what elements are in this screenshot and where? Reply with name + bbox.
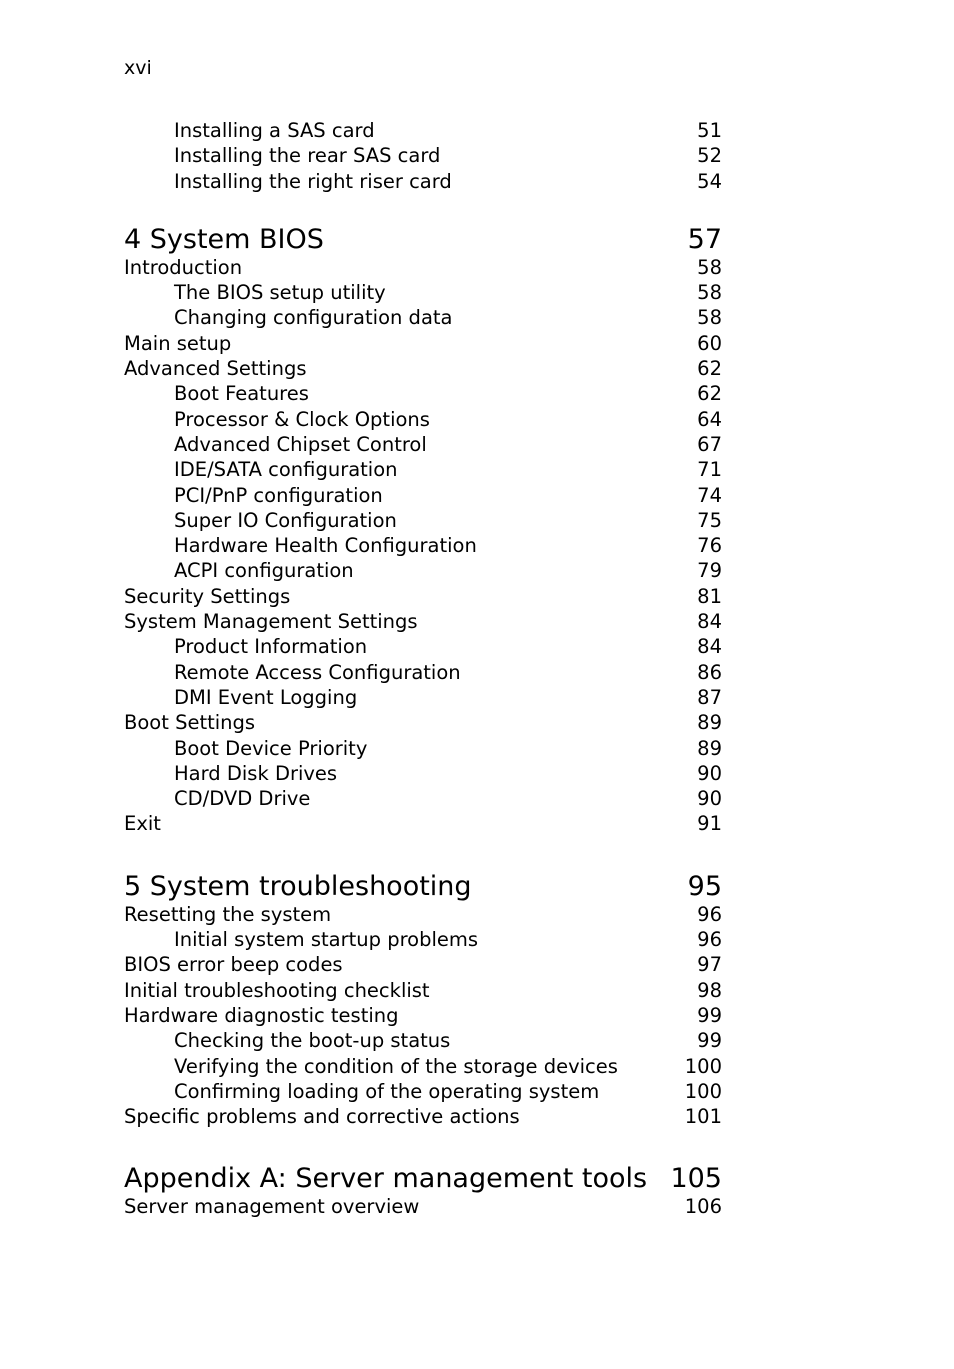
toc-entry-page: 62 bbox=[697, 357, 722, 381]
toc-entry-title: Hardware Health Configuration bbox=[174, 534, 477, 558]
toc-entry-title: Installing a SAS card bbox=[174, 119, 375, 142]
toc-entry-page: 99 bbox=[697, 1029, 722, 1053]
toc-entry-title: Main setup bbox=[124, 331, 232, 355]
toc-entry-page: 58 bbox=[697, 281, 722, 305]
toc-entry-title: Installing the right riser card bbox=[174, 169, 452, 193]
toc-entry-page: 90 bbox=[697, 761, 722, 785]
toc-entry[interactable] bbox=[124, 407, 722, 432]
toc-entry-title: Confirming loading of the operating system bbox=[174, 1079, 600, 1103]
toc-entry-title: Boot Features bbox=[174, 382, 309, 406]
toc-chapter-title: 4 System BIOS bbox=[124, 223, 324, 255]
toc-entry-page: 89 bbox=[697, 711, 722, 735]
toc-entry-title: Remote Access Configuration bbox=[174, 660, 461, 684]
toc-entry-title: CD/DVD Drive bbox=[174, 787, 311, 811]
toc-entry-title: Product Information bbox=[174, 635, 368, 659]
toc-entry[interactable] bbox=[124, 508, 722, 533]
toc-entry-page: 52 bbox=[697, 144, 722, 168]
toc-entry[interactable] bbox=[124, 1194, 722, 1219]
toc-entry[interactable] bbox=[124, 255, 722, 280]
toc-entry-page: 58 bbox=[697, 306, 722, 330]
toc-entry-title: Initial troubleshooting checklist bbox=[124, 978, 430, 1002]
toc-entry-page: 91 bbox=[697, 812, 722, 836]
toc-entry[interactable] bbox=[124, 381, 722, 406]
toc-entry-title: Server management overview bbox=[124, 1195, 420, 1219]
toc-entry-page: 71 bbox=[697, 458, 722, 482]
toc-entry[interactable] bbox=[124, 902, 722, 927]
toc-chapter-title: Appendix A: Server management tools bbox=[124, 1163, 648, 1195]
toc-entry-page: 90 bbox=[697, 787, 722, 811]
toc-entry[interactable] bbox=[124, 280, 722, 305]
toc-entry[interactable] bbox=[124, 1104, 722, 1129]
toc-entry-page: 58 bbox=[697, 255, 722, 279]
toc-entry-page: 87 bbox=[697, 685, 722, 709]
toc-entry[interactable] bbox=[124, 305, 722, 330]
toc-entry-page: 99 bbox=[697, 1003, 722, 1027]
toc-entry-page: 67 bbox=[697, 432, 722, 456]
toc-entry-page: 106 bbox=[684, 1195, 722, 1219]
toc-entry-page: 89 bbox=[697, 736, 722, 760]
toc-entry[interactable] bbox=[124, 761, 722, 786]
toc-chapter-title: 5 System troubleshooting bbox=[124, 870, 472, 902]
toc-entry-title: Security Settings bbox=[124, 584, 291, 608]
toc-entry-page: 96 bbox=[697, 928, 722, 952]
toc-entry[interactable] bbox=[124, 1003, 722, 1028]
toc-entry[interactable] bbox=[124, 584, 722, 609]
toc-entry[interactable] bbox=[124, 1079, 722, 1104]
toc-chapter-page: 57 bbox=[687, 223, 722, 255]
toc-entry[interactable] bbox=[124, 736, 722, 761]
toc-entry[interactable] bbox=[124, 952, 722, 977]
toc-entry-page: 74 bbox=[697, 483, 722, 507]
toc-chapter-heading[interactable] bbox=[124, 225, 722, 255]
toc-entry[interactable] bbox=[124, 811, 722, 836]
toc-entry-page: 84 bbox=[697, 610, 722, 634]
toc-entry[interactable] bbox=[124, 685, 722, 710]
toc-entry-page: 79 bbox=[697, 559, 722, 583]
toc-entry-title: Hardware diagnostic testing bbox=[124, 1003, 399, 1027]
toc-entry[interactable] bbox=[124, 558, 722, 583]
toc-entry[interactable] bbox=[124, 169, 722, 194]
toc-entry-page: 81 bbox=[697, 584, 722, 608]
toc-entry[interactable] bbox=[124, 118, 722, 143]
toc-entry-title: Advanced Chipset Control bbox=[174, 432, 427, 456]
toc-entry-title: Changing configuration data bbox=[174, 306, 453, 330]
toc-entry-page: 86 bbox=[697, 660, 722, 684]
toc-entry[interactable] bbox=[124, 634, 722, 659]
toc-entry-title: Boot Settings bbox=[124, 711, 256, 735]
toc-entry[interactable] bbox=[124, 331, 722, 356]
toc-chapter-page: 105 bbox=[670, 1163, 722, 1195]
toc-entry-title: Checking the boot-up status bbox=[174, 1029, 451, 1053]
toc-entry-title: Exit bbox=[124, 812, 161, 836]
toc-entry-title: System Management Settings bbox=[124, 610, 418, 634]
toc-entry-page: 101 bbox=[684, 1105, 722, 1129]
toc-entry-page: 100 bbox=[684, 1054, 722, 1078]
toc-entry-title: Resetting the system bbox=[124, 902, 332, 926]
toc-entry-title: Introduction bbox=[124, 255, 243, 279]
toc-entry-title: The BIOS setup utility bbox=[174, 281, 386, 305]
toc-entry-title: Hard Disk Drives bbox=[174, 761, 338, 785]
toc-entry-title: Installing the rear SAS card bbox=[174, 144, 441, 168]
toc-entry-page: 51 bbox=[697, 119, 722, 142]
toc-entry[interactable] bbox=[124, 978, 722, 1003]
toc-chapter-heading[interactable] bbox=[124, 1164, 722, 1194]
toc-entry-page: 76 bbox=[697, 534, 722, 558]
toc-chapter-page: 95 bbox=[687, 870, 722, 902]
toc-entry[interactable] bbox=[124, 660, 722, 685]
table-of-contents bbox=[124, 118, 722, 1220]
toc-entry[interactable] bbox=[124, 710, 722, 735]
toc-entry[interactable] bbox=[124, 143, 722, 168]
toc-entry[interactable] bbox=[124, 786, 722, 811]
toc-entry[interactable] bbox=[124, 533, 722, 558]
page-number: xvi bbox=[124, 57, 152, 79]
toc-entry-page: 98 bbox=[697, 978, 722, 1002]
toc-entry-title: BIOS error beep codes bbox=[124, 953, 343, 977]
toc-entry-page: 62 bbox=[697, 382, 722, 406]
toc-entry[interactable] bbox=[124, 1028, 722, 1053]
toc-entry-page: 54 bbox=[697, 169, 722, 193]
toc-entry-page: 84 bbox=[697, 635, 722, 659]
toc-entry-page: 64 bbox=[697, 407, 722, 431]
toc-entry[interactable] bbox=[124, 432, 722, 457]
toc-entry-title: IDE/SATA configuration bbox=[174, 458, 398, 482]
toc-entry-page: 60 bbox=[697, 331, 722, 355]
toc-entry-title: Boot Device Priority bbox=[174, 736, 368, 760]
toc-entry-page: 97 bbox=[697, 953, 722, 977]
toc-entry-title: Verifying the condition of the storage devices bbox=[174, 1054, 618, 1078]
toc-chapter-heading[interactable] bbox=[124, 872, 722, 902]
toc-entry-page: 100 bbox=[684, 1079, 722, 1103]
toc-entry[interactable] bbox=[124, 457, 722, 482]
toc-entry-title: Processor & Clock Options bbox=[174, 407, 430, 431]
toc-entry-page: 96 bbox=[697, 902, 722, 926]
toc-entry[interactable] bbox=[124, 356, 722, 381]
toc-entry-title: PCI/PnP configuration bbox=[174, 483, 383, 507]
toc-entry-title: ACPI configuration bbox=[174, 559, 354, 583]
toc-entry-title: Specific problems and corrective actions bbox=[124, 1105, 520, 1129]
toc-entry-title: Advanced Settings bbox=[124, 357, 307, 381]
toc-entry-title: Super IO Configuration bbox=[174, 508, 397, 532]
toc-entry[interactable] bbox=[124, 1054, 722, 1079]
toc-entry-title: Initial system startup problems bbox=[174, 928, 479, 952]
toc-entry-title: DMI Event Logging bbox=[174, 685, 358, 709]
toc-entry-page: 75 bbox=[697, 508, 722, 532]
toc-entry[interactable] bbox=[124, 609, 722, 634]
toc-entry[interactable] bbox=[124, 483, 722, 508]
toc-entry[interactable] bbox=[124, 927, 722, 952]
